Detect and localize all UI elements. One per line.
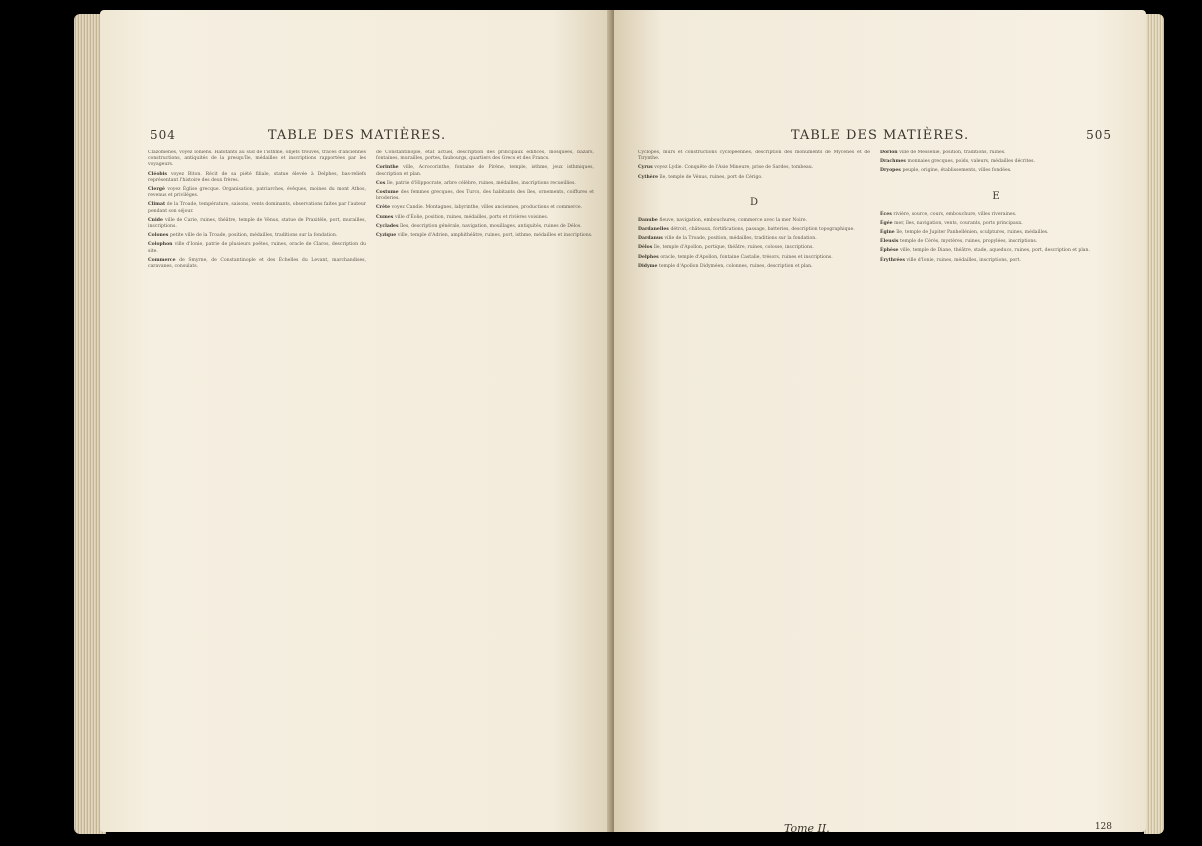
entry-heading: Cyrus	[638, 165, 655, 171]
index-entry	[148, 258, 366, 270]
entry-text: ville d'Ionie, ruines, médailles, inscriptions, port.	[906, 257, 1021, 263]
index-entry	[376, 224, 594, 230]
entry-heading: Éces	[880, 211, 894, 217]
left-column-2	[376, 150, 594, 802]
entry-heading: Cythère	[638, 174, 660, 180]
entry-heading: Cnide	[148, 217, 165, 223]
entry-heading: Éphèse	[880, 248, 901, 254]
entry-heading: Corinthe	[376, 165, 404, 171]
entry-heading: Colones	[148, 233, 170, 239]
entry-text: ville d'Éolie, position, ruines, médailles, ports et rivières voisines.	[394, 214, 549, 220]
volume-label: Tome II.	[784, 822, 830, 832]
index-entry	[880, 150, 1112, 156]
index-entry	[638, 165, 870, 171]
entry-heading: Cos	[376, 180, 387, 186]
left-page	[100, 10, 614, 832]
entry-heading: Clergé	[148, 187, 168, 193]
index-entry	[880, 258, 1112, 264]
entry-heading: Cyzique	[376, 233, 398, 239]
entry-text: voyez Candie. Montagnes, labyrinthe, villes anciennes, productions et commerce.	[391, 205, 583, 211]
left-title: TABLE DES MATIÈRES.	[267, 128, 447, 143]
left-columns	[148, 150, 594, 802]
right-running-head	[614, 128, 1146, 148]
index-entry	[880, 248, 1112, 254]
entry-text: temple d'Apollon Didyméen, colonnes, ruines, description et plan.	[659, 263, 813, 269]
entry-text: des femmes grecques, des Turcs, des habitants des îles, ornements, coiffures et broderies.	[376, 190, 594, 202]
entry-text: de la Troade, température, saisons, vents dominants, observations faites par l'auteur pendant son séjour.	[148, 202, 366, 214]
entry-text: rivière, source, cours, embouchure, villes riveraines.	[893, 211, 1017, 217]
index-entry	[880, 230, 1112, 236]
entry-text: voyez Lydie. Conquête de l'Asie Mineure, prise de Sardes, tombeau.	[654, 165, 814, 171]
index-entry	[148, 172, 366, 184]
entry-text: de Constantinople, état actuel, description des principaux édifices, mosquées, bazars, fontaines, murailles, portes, faubourgs, quartiers des Grecs et des Francs.	[376, 150, 594, 162]
entry-text: ville, temple d'Adrien, amphithéâtre, ruines, port, isthme, médailles et inscriptions.	[397, 233, 593, 239]
entry-text: mer, îles, navigation, vents, courants, ports principaux.	[894, 220, 1023, 226]
index-entry	[376, 233, 594, 239]
entry-text: ville, temple de Diane, théâtre, stade, aqueducs, ruines, port, description et plan.	[900, 248, 1090, 254]
entry-heading: Danube	[638, 217, 660, 223]
index-entry	[376, 215, 594, 221]
right-page-number: 505	[1086, 128, 1112, 142]
index-entry	[148, 202, 366, 214]
entry-text: ville de Messénie, position, traditions, ruines.	[899, 150, 1006, 155]
left-running-head	[100, 128, 614, 148]
entry-text: Clazomènes, voyez Ioniens. Habitants au sud de l'isthme, objets trouvés, traces d'anciennes constructions, antiquités de la presqu'île, médailles et inscriptions rapportées par les voyageurs.	[148, 150, 366, 168]
entry-heading: Dryopes	[880, 168, 903, 174]
index-entry	[148, 218, 366, 230]
open-book	[74, 8, 1164, 838]
page-edges-right	[1144, 14, 1164, 834]
index-entry	[376, 190, 594, 202]
entry-text: Cyclopes, murs et constructions cyclopéennes, description des monuments de Mycènes et de Tirynthe.	[638, 150, 870, 162]
entry-heading: Costume	[376, 190, 401, 196]
entry-text: petite ville de la Troade, position, médailles, traditions sur la fondation.	[169, 233, 338, 239]
section-letter: D	[749, 196, 759, 208]
entry-heading: Dardanus	[638, 236, 665, 242]
index-entry	[148, 233, 366, 239]
entry-text: monnaies grecques, poids, valeurs, médailles décrites.	[907, 159, 1035, 165]
entry-text: île, temple d'Apollon, portique, théâtre, ruines, colosse, inscriptions.	[653, 245, 814, 251]
left-page-number: 504	[150, 128, 176, 142]
entry-heading: Crète	[376, 205, 392, 211]
entry-heading: Délos	[638, 245, 654, 251]
right-column-2	[880, 150, 1112, 802]
index-entry	[376, 181, 594, 187]
entry-heading: Commerce	[148, 257, 180, 263]
entry-heading: Cumes	[376, 214, 395, 220]
entry-text: île, temple de Jupiter Panhellénien, sculptures, ruines, médailles.	[896, 230, 1049, 236]
right-page	[614, 10, 1146, 832]
section-letter: E	[992, 190, 1000, 202]
index-entry	[880, 212, 1112, 218]
index-entry	[638, 150, 870, 162]
index-entry	[376, 165, 594, 177]
index-entry	[880, 221, 1112, 227]
left-column-1	[148, 150, 366, 802]
index-entry	[148, 187, 366, 199]
entry-heading: Didyme	[638, 263, 659, 269]
index-entry	[638, 236, 870, 242]
right-title: TABLE DES MATIÈRES.	[790, 128, 970, 143]
index-entry	[638, 255, 870, 261]
index-entry	[638, 264, 870, 270]
entry-text: voyez Église grecque. Organisation, patriarches, évêques, moines du mont Athos, revenus et priviléges.	[148, 187, 366, 199]
entry-text: île, temple de Vénus, ruines, port de Cérigo.	[659, 174, 763, 180]
entry-text: fleuve, navigation, embouchures, commerce avec la mer Noire.	[659, 217, 808, 223]
entry-heading: Érythrées	[880, 257, 907, 263]
entry-text: oracle, temple d'Apollon, fontaine Castalie, trésors, ruines et inscriptions.	[660, 254, 833, 260]
entry-text: îles, description générale, navigation, mouillages, antiquités, ruines de Délos.	[400, 223, 582, 229]
index-entry	[880, 168, 1112, 174]
signature-mark: 128	[1094, 822, 1112, 832]
entry-heading: Égine	[880, 230, 897, 236]
entry-heading: Drachmes	[880, 159, 908, 165]
index-entry	[376, 205, 594, 211]
entry-heading: Éleusis	[880, 239, 901, 245]
entry-heading: Dorion	[880, 150, 900, 155]
entry-heading: Égée	[880, 220, 895, 226]
index-entry	[376, 150, 594, 162]
entry-text: ville, Acrocorinthe, fontaine de Pirène, temple, isthme, jeux isthmiques, description et plan.	[376, 165, 594, 177]
entry-text: ville de Carie, ruines, théâtre, temple de Vénus, statue de Praxitèle, port, murailles, inscriptions.	[148, 217, 366, 230]
entry-heading: Delphes	[638, 254, 661, 260]
entry-heading: Climat	[148, 202, 167, 208]
index-entry	[638, 175, 870, 181]
entry-text: temple de Cérès, mystères, ruines, propylées, inscriptions.	[900, 239, 1038, 245]
index-entry	[148, 150, 366, 169]
right-column-1	[638, 150, 870, 802]
index-entry	[880, 239, 1112, 245]
right-columns	[638, 150, 1112, 802]
index-entry	[880, 159, 1112, 165]
index-entry	[638, 245, 870, 251]
entry-text: peuple, origine, établissements, villes fondées.	[902, 168, 1012, 174]
entry-text: de Smyrne, de Constantinople et des Échelles du Levant, marchandises, caravanes, consulats.	[148, 257, 366, 270]
entry-heading: Cléobis	[148, 171, 171, 177]
index-entry	[638, 227, 870, 233]
index-entry	[638, 218, 870, 224]
entry-heading: Colophon	[148, 242, 175, 248]
entry-heading: Dardanelles	[638, 227, 671, 233]
entry-text: ville de la Troade, position, médailles, traditions sur la fondation.	[664, 236, 817, 242]
index-entry	[148, 242, 366, 254]
entry-text: voyez Biton. Récit de sa piété filiale, statue élevée à Delphes, bas-reliefs représentant l'histoire des deux frères.	[148, 171, 366, 183]
entry-text: ville d'Ionie, patrie de plusieurs poëtes, ruines, oracle de Claros, description du site.	[148, 242, 366, 254]
entry-heading: Cyclades	[376, 223, 401, 229]
entry-text: île, patrie d'Hippocrate, arbre célèbre, ruines, médailles, inscriptions recueillies.	[386, 180, 576, 186]
entry-text: détroit, châteaux, fortifications, passage, batteries, description topographique.	[670, 227, 855, 233]
